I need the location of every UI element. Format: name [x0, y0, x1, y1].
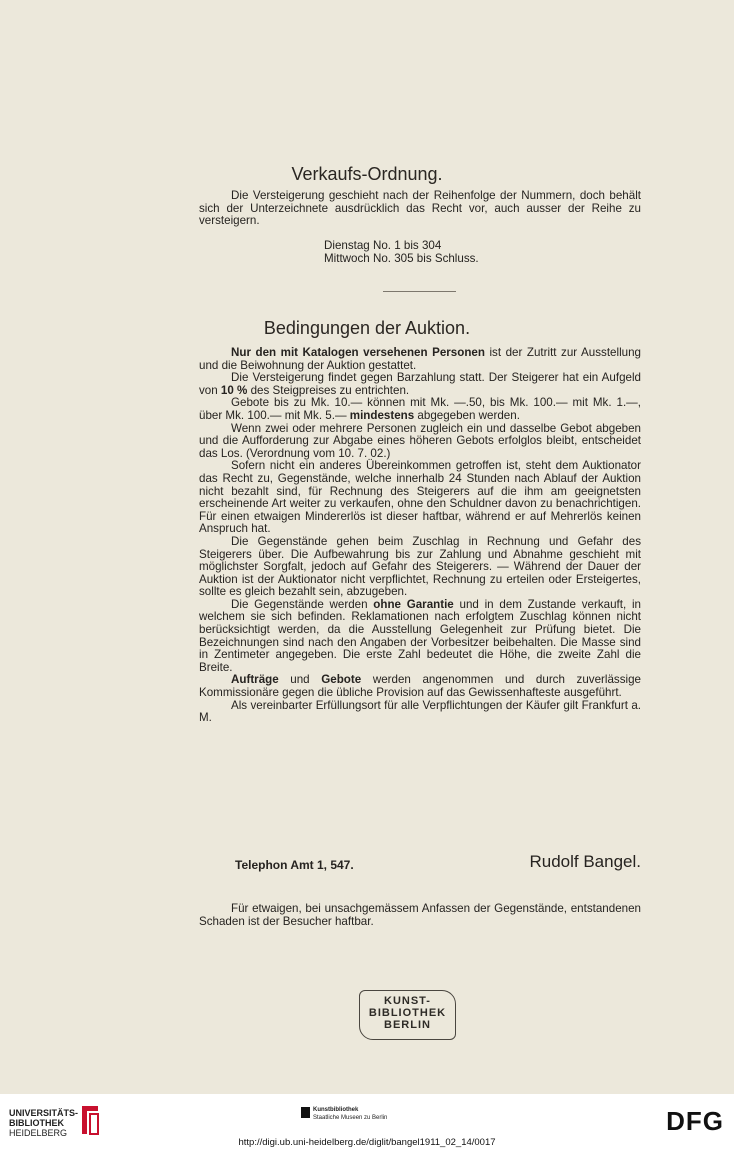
p8-rest: werden angenommen und durch zuverlässige Kommissionäre gegen die übliche Provision auf das Gewissenhafteste ausgeführt. — [199, 673, 641, 700]
library-stamp — [359, 990, 456, 1040]
p3-b: abgegeben werden. — [414, 408, 520, 422]
footer-bar — [0, 1094, 734, 1150]
kunstbibliothek-logo — [313, 1106, 387, 1122]
verkaufs-paragraph: Die Versteigerung geschieht nach der Reihenfolge der Nummern, doch behält sich der Unterzeichnete ausdrücklich das Recht vor, auch ausser der Reihe zu versteigern. — [199, 189, 641, 228]
paragraph-1 — [199, 347, 641, 372]
paragraph-6: Die Gegenstände gehen beim Zuschlag in Rechnung und Gefahr des Steigerers über. Die Aufbewahrung bis zur Zahlung und Abnahme geschieht mit möglichster Sorgfalt, jedoch auf Gefahr des Steigerers. — Während der Dauer der Auktion ist der Auktionator nicht verpflichtet, Rechnung zu erteilen oder Ersteigertes, sollte es gleich bezahlt sein, abzugeben. — [199, 534, 641, 599]
auction-dates — [324, 239, 479, 265]
bedingungen-title: Bedingungen der Auktion. — [263, 318, 471, 338]
kb-name: Kunstbibliothek — [313, 1107, 359, 1113]
p7-b: und in dem Zustande verkauft, in welchem sie sich befinden. Reklamationen nach erfolgtem Zuschlag können nicht berücksichtigt werden, da die Ausstellung Gelegenheit zur Prüfung bietet. Die Bezeichnungen sind nach den Angaben der Vorbesitzer beibehalten. Die Masse sind in Zentimeter angegeben. Die erste Zahl bedeutet die Höhe, die zweite Zahl die Breite. — [199, 597, 641, 674]
paragraph-5: Sofern nicht ein anderes Übereinkommen getroffen ist, steht dem Auktionator das Recht zu, Gegenstände, welche innerhalb 24 Stunden nach Ablauf der Auktion nicht bezahlt sind, für Rechnung des Steigerers auf die ihm am geeignetsten erscheinende Art weiter zu verkaufen, ohne den Schuldner davon zu benachrichtigen. Für einen etwaigen Mindererlös ist dieser haftbar, während er auf Mehrerlös keinen Anspruch hat. — [199, 459, 641, 536]
stamp-line-1: KUNST- — [384, 995, 431, 1007]
p8-bold-2: Gebote — [321, 673, 362, 687]
p2-a: Die Versteigerung findet gegen Barzahlung statt. Der Steigerer hat ein Aufgeld von — [199, 371, 641, 397]
p7-bold: ohne Garantie — [373, 597, 454, 611]
verkaufs-text — [199, 190, 641, 228]
p3-bold: mindestens — [349, 408, 415, 422]
university-line-2: BIBLIOTHEK — [9, 1118, 64, 1128]
stamp-line-3: BERLIN — [384, 1019, 431, 1031]
paragraph-4: Wenn zwei oder mehrere Personen zugleich ein und dasselbe Gebot abgeben und die Aufforderung zur Abgabe eines höheren Gebots erfolglos bleibt, entscheidet das Los. (Verordnung vom 10. 7. 02.) — [199, 421, 641, 460]
note-text — [199, 903, 641, 928]
p1-rest: ist der Zutritt zur Ausstellung und die Beiwohnung der Auktion gestattet. — [199, 346, 641, 372]
p7-a: Die Gegenstände werden — [231, 597, 374, 611]
auctioneer-signature: Rudolf Bangel. — [529, 852, 641, 871]
date-line-2: Mittwoch No. 305 bis Schluss. — [324, 252, 479, 265]
paragraph-3 — [199, 397, 641, 422]
p1-bold: Nur den mit Katalogen versehenen Personen — [231, 346, 485, 359]
telephone-number: Telephon Amt 1, 547. — [235, 858, 354, 872]
paragraph-9: Als vereinbarter Erfüllungsort für alle Verpflichtungen der Käufer gilt Frankfurt a. M. — [199, 698, 641, 725]
kunstbibliothek-icon — [301, 1107, 310, 1118]
heidelberg-logo-icon — [78, 1102, 102, 1138]
p3-a: Gebote bis zu Mk. 10.— können mit Mk. —.50, bis Mk. 100.— mit Mk. 1.—, über Mk. 100.— mit Mk. 5.— — [199, 396, 641, 422]
university-library-logo-text — [9, 1108, 78, 1138]
bedingungen-text — [199, 347, 641, 725]
paragraph-2 — [199, 372, 641, 397]
university-city: HEIDELBERG — [9, 1128, 68, 1138]
paragraph-8 — [199, 674, 641, 699]
p2-bold: 10 % — [220, 383, 248, 397]
stamp-line-2: BIBLIOTHEK — [368, 1007, 447, 1019]
dfg-logo: DFG — [666, 1106, 724, 1136]
p8-mid: und — [278, 673, 322, 687]
section-divider — [383, 291, 456, 292]
liability-note: Für etwaigen, bei unsachgemässem Anfassen der Gegenstände, entstandenen Schaden ist der Besucher haftbar. — [199, 902, 641, 928]
kb-sub: Staatliche Museen zu Berlin — [313, 1115, 388, 1121]
source-url[interactable]: http://digi.ub.uni-heidelberg.de/diglit/bangel1911_02_14/0017 — [238, 1137, 496, 1148]
date-line-1: Dienstag No. 1 bis 304 — [324, 239, 442, 252]
paragraph-7 — [199, 599, 641, 675]
p2-b: des Steigpreises zu entrichten. — [247, 383, 410, 397]
university-line-1: UNIVERSITÄTS- — [9, 1108, 79, 1118]
signature-row — [235, 852, 641, 876]
verkaufs-title: Verkaufs-Ordnung. — [291, 164, 443, 184]
p8-bold-1: Aufträge — [231, 673, 279, 687]
